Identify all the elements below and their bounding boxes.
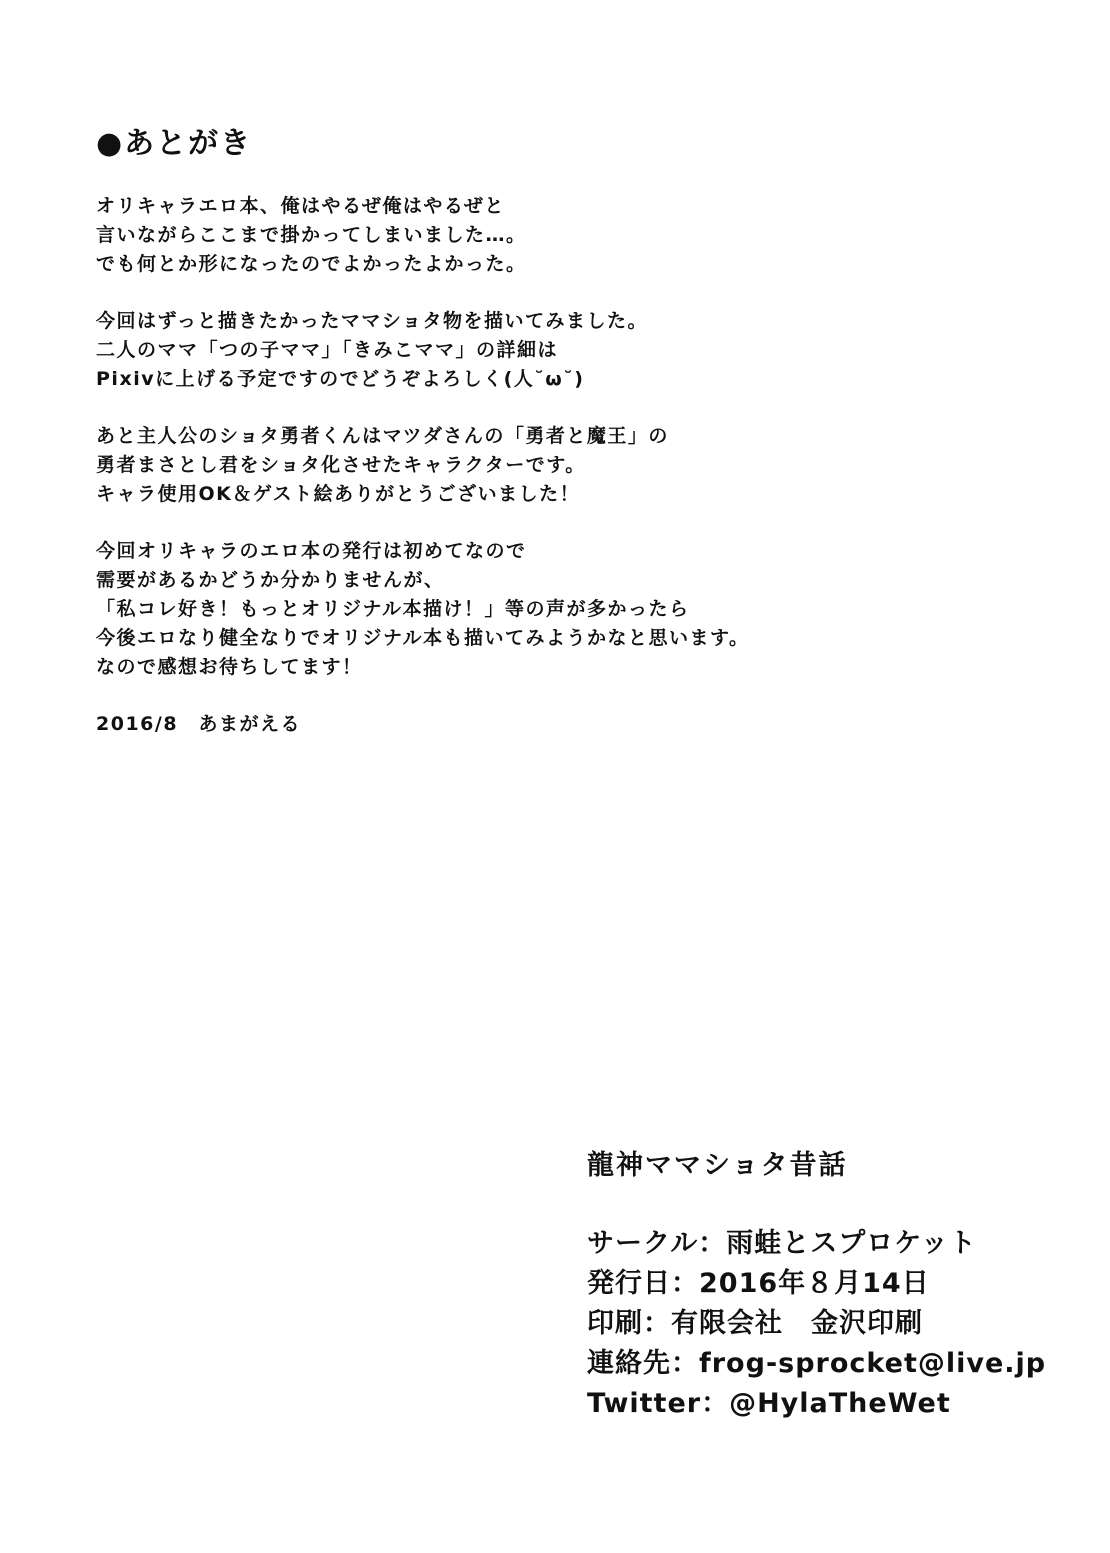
paragraph-line: 今回オリキャラのエロ本の発行は初めてなので	[96, 540, 527, 562]
paragraph-line: Pixivに上げる予定ですのでどうぞよろしく(人˘ω˘)	[96, 368, 585, 390]
colophon-circle: サークル：雨蛙とスプロケット	[587, 1228, 977, 1259]
paragraph-line: 今回はずっと描きたかったママショタ物を描いてみました。	[96, 310, 648, 332]
paragraph-line: 需要があるかどうか分かりませんが、	[96, 569, 445, 591]
afterword-paragraph-1	[96, 192, 1056, 279]
colophon-contact-email: 連絡先：frog-sprocket@live.jp	[587, 1348, 1047, 1379]
afterword-paragraph-2	[96, 307, 1056, 394]
paragraph-line: 言いながらここまで掛かってしまいました…。	[96, 224, 527, 246]
paragraph-line: 勇者まさとし君をショタ化させたキャラクターです。	[96, 454, 586, 476]
paragraph-line: オリキャラエロ本、俺はやるぜ俺はやるぜと	[96, 195, 505, 217]
colophon-printer: 印刷：有限会社 金沢印刷	[587, 1308, 923, 1339]
colophon-twitter: Twitter：@HylaTheWet	[587, 1388, 951, 1419]
book-title: 龍神ママショタ昔話	[587, 1150, 848, 1181]
paragraph-line: 「私コレ好き！もっとオリジナル本描け！」等の声が多かったら	[96, 598, 690, 620]
afterword-heading: ●あとがき	[96, 126, 253, 161]
colophon-section	[587, 1146, 1087, 1424]
paragraph-line: でも何とか形になったのでよかったよかった。	[96, 253, 527, 275]
paragraph-line: あと主人公のショタ勇者くんはマツダさんの「勇者と魔王」の	[96, 425, 669, 447]
paragraph-line: 二人のママ「つの子ママ」「きみこママ」の詳細は	[96, 339, 559, 361]
paragraph-line: キャラ使用OK＆ゲスト絵ありがとうございました！	[96, 483, 581, 505]
paragraph-line: なので感想お待ちしてます！	[96, 656, 363, 678]
afterword-section	[96, 124, 1056, 739]
paragraph-line: 今後エロなり健全なりでオリジナル本も描いてみようかなと思います。	[96, 627, 750, 649]
afterword-signature: 2016/8 あまがえる	[96, 713, 302, 735]
afterword-paragraph-4	[96, 537, 1056, 682]
afterword-paragraph-3	[96, 422, 1056, 509]
colophon-publish-date: 発行日：2016年８月14日	[587, 1268, 930, 1299]
